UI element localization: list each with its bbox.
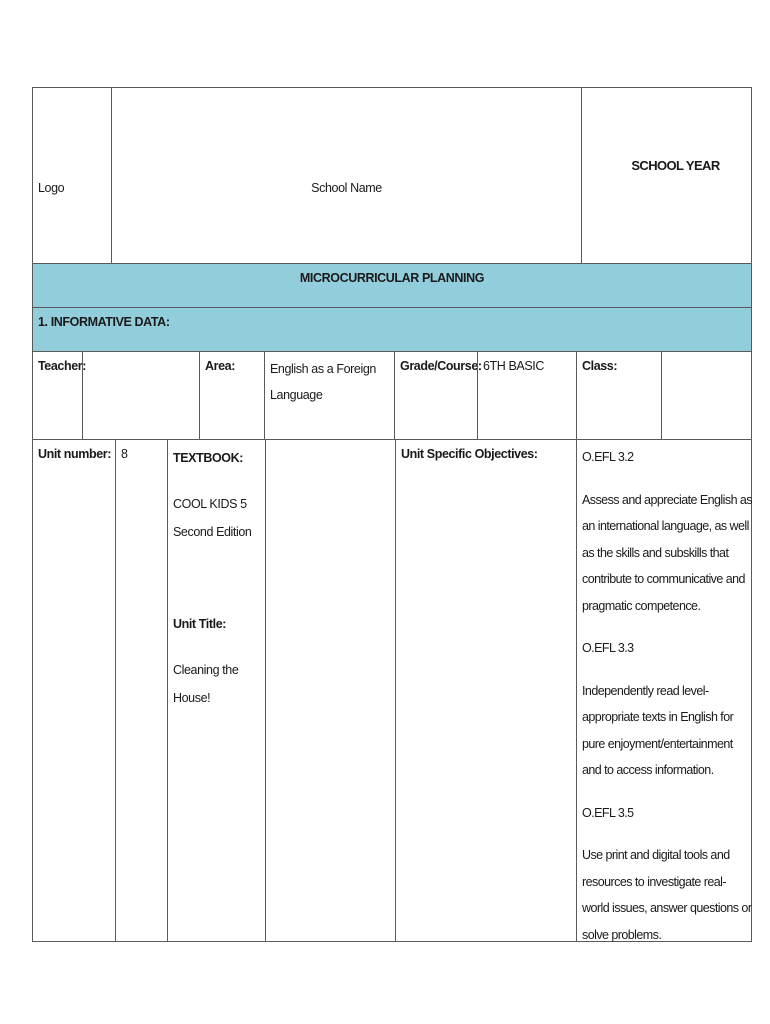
blank-cell (265, 439, 396, 942)
unit-title-line1: Cleaning the (173, 663, 239, 677)
grade-value: 6TH BASIC (483, 359, 544, 373)
class-label-cell (576, 351, 662, 440)
unit-number-label-cell (32, 439, 116, 942)
unit-title-label: Unit Title: (173, 617, 227, 631)
area-value: English as a Foreign Language (270, 362, 376, 402)
school-year: SCHOOL YEAR (631, 158, 720, 173)
teacher-value-cell[interactable] (82, 351, 200, 440)
unit-title-line2: House! (173, 691, 211, 705)
planning-title: MICROCURRICULAR PLANNING (299, 271, 485, 285)
class-value-cell[interactable] (661, 351, 752, 440)
planning-form (32, 87, 752, 942)
school-name: School Name (311, 181, 382, 195)
area-label-cell (199, 351, 265, 440)
class-label: Class: (582, 359, 618, 373)
title-band (32, 263, 752, 308)
objective-text-2: Independently read level-appropriate texts in English for pure enjoyment/entertainment and to access information. (582, 683, 734, 777)
objective-code-3: O.EFL 3.5 (582, 805, 634, 820)
area-label: Area: (205, 359, 235, 373)
informative-data-band (32, 307, 752, 352)
objectives-label: Unit Specific Objectives: (401, 447, 538, 461)
objective-code-1: O.EFL 3.2 (582, 450, 634, 464)
textbook-cell (167, 439, 266, 942)
area-value-cell (264, 351, 395, 440)
objective-text-3: Use print and digital tools and resources to investigate real-world issues, answer questions or solve problems. (582, 848, 752, 942)
teacher-label: Teacher: (38, 359, 86, 373)
school-name-cell (111, 87, 582, 264)
unit-number-label: Unit number: (38, 447, 111, 461)
school-year-cell (581, 87, 752, 264)
textbook-label: TEXTBOOK: (173, 451, 244, 465)
logo-placeholder: Logo (38, 181, 65, 195)
objectives-label-cell (395, 439, 577, 942)
unit-number-value-cell (115, 439, 168, 942)
objectives-cell (576, 439, 752, 942)
teacher-label-cell (32, 351, 86, 440)
objective-text-1: Assess and appreciate English as an international language, as well as the skills and subskills that contribute to communicative and pragmatic competence. (582, 492, 753, 613)
textbook-edition: Second Edition (173, 525, 252, 539)
grade-label: Grade/Course: (400, 359, 482, 373)
grade-value-cell (477, 351, 577, 440)
logo-cell (32, 87, 112, 264)
unit-number-value: 8 (121, 447, 128, 461)
textbook-title: COOL KIDS 5 (173, 497, 247, 511)
section-heading: 1. INFORMATIVE DATA: (38, 315, 170, 329)
grade-label-cell (394, 351, 482, 440)
objective-code-2: O.EFL 3.3 (582, 641, 634, 655)
